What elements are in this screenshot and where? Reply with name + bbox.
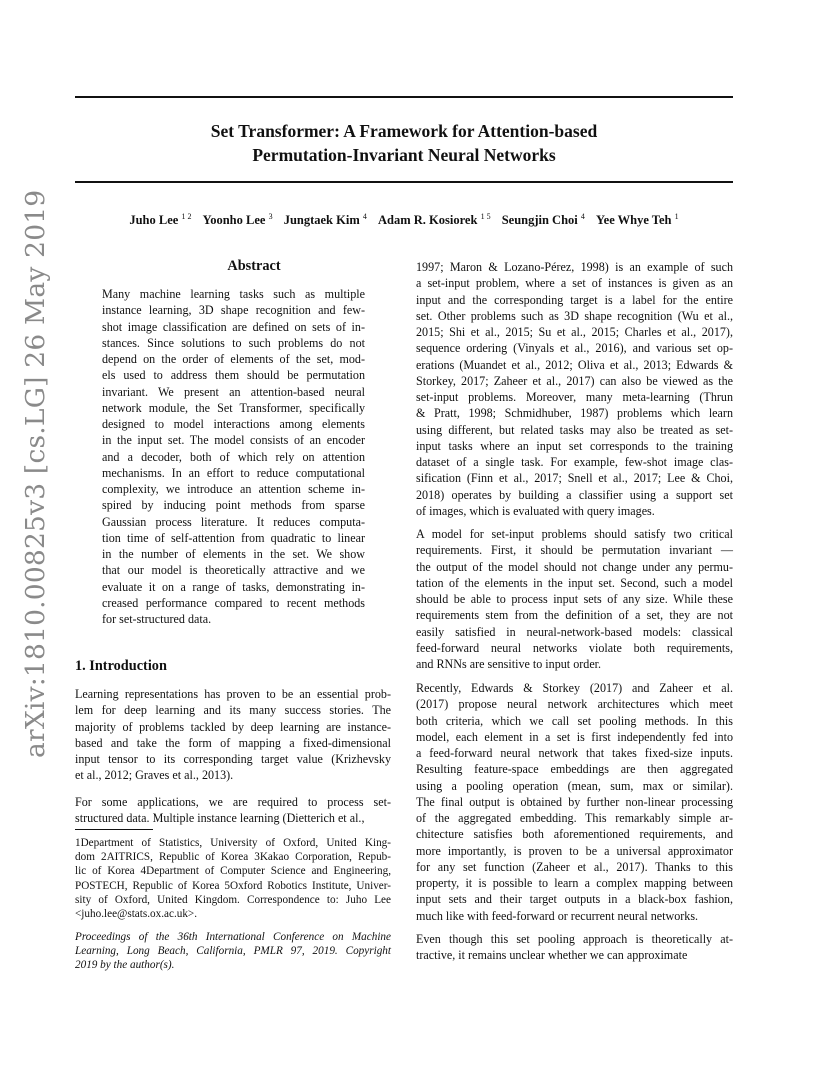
text-line: dom 2AITRICS, Republic of Korea 3Kakao Corporation, Repub- xyxy=(75,851,391,864)
proceedings-note xyxy=(75,930,391,973)
text-line: shot image classification are defined on sets of in- xyxy=(102,319,365,334)
text-line: should be able to process input sets of any size. While these xyxy=(416,592,733,606)
right-paragraph-2 xyxy=(416,526,733,672)
author-affiliation: 1 2 xyxy=(181,212,192,221)
author-list xyxy=(75,212,733,228)
text-line: A model for set-input problems should satisfy two critical xyxy=(416,527,733,541)
text-line: input tensor to its corresponding target value (Krizhevsky xyxy=(75,752,391,766)
footnote-affiliations xyxy=(75,836,391,921)
text-line: both criteria, which we call set pooling methods. In this xyxy=(416,713,733,728)
text-line: for set-structured data. xyxy=(102,612,212,626)
text-line: lem for deep learning and its many success stories. The xyxy=(75,703,391,718)
right-paragraph-3 xyxy=(416,680,733,924)
text-line: a feed-forward neural network that takes fixed-size inputs. xyxy=(416,746,733,760)
author-affiliation: 3 xyxy=(268,212,273,221)
author xyxy=(378,213,491,227)
text-line: spired by inducing point methods from sparse xyxy=(102,498,365,513)
text-line: set. Other problems such as 3D shape recognition (Wu et al., xyxy=(416,308,733,323)
text-line: easily satisfied in neural-network-based models: classical xyxy=(416,624,733,639)
author xyxy=(596,213,679,227)
text-line: erations (Muandet et al., 2012; Oliva et al., 2013; Edwards & xyxy=(416,357,733,372)
text-line: POSTECH, Republic of Korea 5Oxford Robotics Institute, Univer- xyxy=(75,879,391,892)
text-line: in the number of elements in the set. We show xyxy=(102,547,365,561)
paper-title xyxy=(75,119,733,167)
text-line: dataset of a single task. For example, few-shot image clas- xyxy=(416,455,733,469)
text-line: <juho.lee@stats.ox.ac.uk>. xyxy=(75,908,198,921)
text-line: feed-forward neural networks violate both requirements, xyxy=(416,640,733,655)
intro-paragraph-2 xyxy=(75,794,391,827)
text-line: tation of the elements in the input set. Second, such a model xyxy=(416,575,733,590)
text-line: input and the corresponding target is a label for the entire xyxy=(416,292,733,307)
abstract-heading xyxy=(102,258,406,274)
author-affiliation: 4 xyxy=(362,212,367,221)
text-line: invariant. We present an attention-based neural xyxy=(102,384,365,399)
author xyxy=(203,213,273,227)
text-line: Storkey, 2017; Zaheer et al., 2017) can also be viewed as the xyxy=(416,373,733,388)
text-line: complexity, we introduce an attention scheme in- xyxy=(102,482,365,496)
text-line: & Pratt, 1998; Schmidhuber, 1987) problems which learn xyxy=(416,406,733,421)
text-line: requirements stem from the definition of a set, they are not xyxy=(416,608,733,623)
text-line: a set-input problem, where a set of instances is given as an xyxy=(416,276,733,291)
text-line: the output of the model should not change under any permu- xyxy=(416,559,733,574)
text-line: Even though this set pooling approach is theoretically at- xyxy=(416,932,733,946)
abstract-title: Abstract xyxy=(227,258,281,274)
text-line: Learning representations has proven to be an essential prob- xyxy=(75,687,391,701)
author-name: Seungjin Choi xyxy=(501,213,578,228)
text-line: designed to model interactions among elements xyxy=(102,417,365,431)
text-line: network module, the Set Transformer, specifically xyxy=(102,400,365,415)
text-line: requirements. First, it should be permutation invariant — xyxy=(416,543,733,558)
text-line: Gaussian process literature. It reduces computa- xyxy=(102,514,365,529)
text-line: of images, which is evaluated with query images. xyxy=(416,503,655,518)
author-name: Jungtaek Kim xyxy=(283,213,360,228)
text-line: Many machine learning tasks such as multiple xyxy=(102,287,365,301)
text-line: depend on the order of elements of the set, mod- xyxy=(102,352,365,366)
text-line: input sets and their target outputs in a black-box fashion, xyxy=(416,892,733,907)
author-affiliation: 4 xyxy=(580,212,585,221)
text-line: using different, but related tasks may also be treated as set- xyxy=(416,422,733,437)
right-paragraph-1 xyxy=(416,259,733,519)
text-line: tractive, it remains unclear whether we can approximate xyxy=(416,948,688,963)
text-line: structured data. Multiple instance learning (Dietterich et al., xyxy=(75,811,365,826)
text-line: Proceedings of the 36th International Conference on Machine xyxy=(75,931,391,943)
text-line: of the aggregated embedding. This remarkably simple ar- xyxy=(416,811,733,825)
title-bottom-rule xyxy=(75,181,733,183)
text-line: 2015; Shi et al., 2015; Su et al., 2015; Charles et al., 2017), xyxy=(416,325,733,339)
text-line: majority of problems tackled by deep learning are instance- xyxy=(75,719,391,734)
author-name: Yoonho Lee xyxy=(202,213,266,228)
text-line: that our model is theoretically attractive and we xyxy=(102,563,365,578)
text-line: instance learning, 3D shape recognition and few- xyxy=(102,303,365,318)
author-name: Juho Lee xyxy=(129,213,179,228)
text-line: creased performance compared to recent methods xyxy=(102,595,365,610)
author-name: Yee Whye Teh xyxy=(596,213,672,228)
text-line: For some applications, we are required to process set- xyxy=(75,795,391,809)
text-line: and RNNs are sensitive to input order. xyxy=(416,657,602,671)
text-line: 1Department of Statistics, University of Oxford, United King- xyxy=(75,837,391,849)
text-line: more importantly, is proven to be a universal approximator xyxy=(416,843,733,858)
text-line: for any set function (Zaheer et al., 2017). Thanks to this xyxy=(416,859,733,874)
top-rule xyxy=(75,96,733,98)
text-line: tion time of self-attention from quadratic to linear xyxy=(102,530,365,545)
text-line: Recently, Edwards & Storkey (2017) and Zaheer et al. xyxy=(416,681,733,695)
text-line: using a pooling operation (mean, sum, max or similar). xyxy=(416,778,733,793)
arxiv-identifier: arXiv:1810.00825v3 [cs.LG] 26 May 2019 xyxy=(20,189,51,758)
author xyxy=(129,213,191,227)
text-line: Learning, Long Beach, California, PMLR 97, 2019. Copyright xyxy=(75,945,391,958)
text-line: 2019 by the author(s). xyxy=(75,959,175,972)
footnote-rule xyxy=(75,829,153,830)
title-line-2: Permutation-Invariant Neural Networks xyxy=(252,145,556,165)
abstract-body xyxy=(102,286,365,627)
text-line: els used to address them should be permutation xyxy=(102,368,365,383)
text-line: in the input set. The model consists of an encoder xyxy=(102,433,365,448)
text-line: Resulting feature-space embeddings are then aggregated xyxy=(416,762,733,777)
text-line: 2018) operates by building a classifier using a support set xyxy=(416,487,733,502)
author-affiliation: 1 5 xyxy=(480,212,491,221)
text-line: property, it is possible to learn a complex mapping between xyxy=(416,876,733,890)
text-line: set-input problems. Moreover, many meta-learning (Thrun xyxy=(416,390,733,404)
text-line: model, each element in a set is first independently fed into xyxy=(416,729,733,744)
text-line: mechanisms. In an effort to reduce computational xyxy=(102,465,365,480)
text-line: 1997; Maron & Lozano-Pérez, 1998) is an example of such xyxy=(416,260,733,274)
right-paragraph-4 xyxy=(416,931,733,964)
title-line-1: Set Transformer: A Framework for Attention-based xyxy=(210,121,598,141)
text-line: sity of Oxford, United Kingdom. Correspondence to: Juho Lee xyxy=(75,893,391,906)
text-line: evaluate it on a range of tasks, demonstrating in- xyxy=(102,579,365,594)
text-line: lic of Korea 4Department of Computer Science and Engineering, xyxy=(75,865,391,878)
text-line: The final output is obtained by further non-linear processing xyxy=(416,794,733,809)
text-line: chitecture satisfies both aforementioned requirements, and xyxy=(416,827,733,842)
author xyxy=(284,213,367,227)
text-line: based and take the form of mapping a fixed-dimensional xyxy=(75,735,391,750)
author-affiliation: 1 xyxy=(674,212,679,221)
text-line: input tasks where an input set corresponds to the training xyxy=(416,438,733,453)
text-line: sification (Finn et al., 2017; Snell et al., 2017; Lee & Choi, xyxy=(416,471,733,486)
text-line: much like with feed-forward or recurrent neural networks. xyxy=(416,908,699,923)
section-heading-introduction xyxy=(75,658,167,674)
author xyxy=(502,213,585,227)
text-line: stances. Since solutions to such problems do not xyxy=(102,335,365,350)
author-name: Adam R. Kosiorek xyxy=(378,213,478,228)
text-line: (2017) propose neural network architectures which meet xyxy=(416,697,733,712)
text-line: and a decoder, both of which rely on attention xyxy=(102,449,365,464)
intro-paragraph-1 xyxy=(75,686,391,784)
section-title: 1. Introduction xyxy=(75,658,167,674)
text-line: sequence ordering (Vinyals et al., 2016), and various set op- xyxy=(416,341,733,356)
text-line: et al., 2012; Graves et al., 2013). xyxy=(75,768,234,783)
